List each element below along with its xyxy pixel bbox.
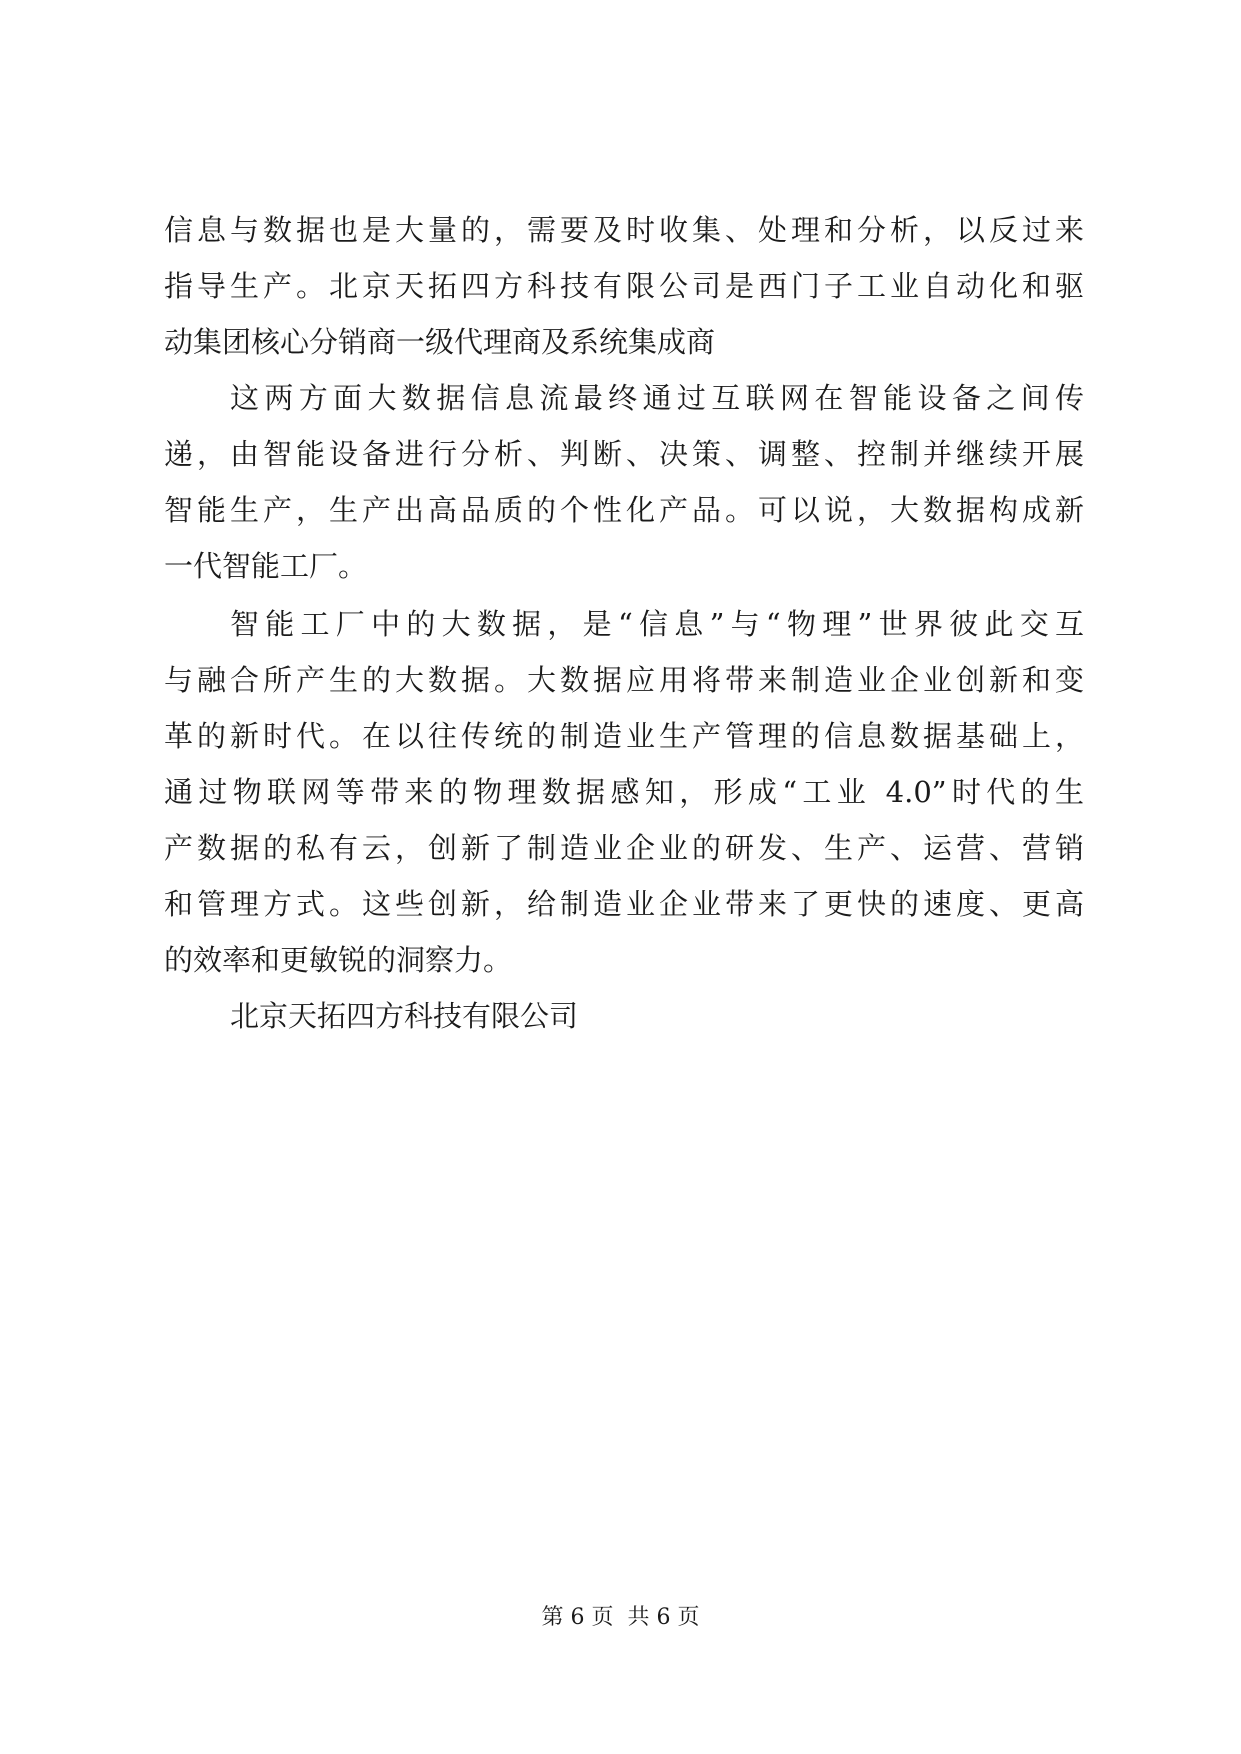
page-number-current: 第 6 页	[541, 1605, 614, 1630]
page-footer	[0, 1603, 1241, 1633]
paragraph-2-line-4: 一代智能工厂。	[164, 549, 368, 583]
paragraph-3-line-7: 的效率和更敏锐的洞察力。	[164, 943, 513, 977]
paragraph-3-line-1: 智能工厂中的大数据，是“信息”与“物理”世界彼此交互	[230, 607, 1084, 641]
paragraph-1-line-3: 动集团核心分销商一级代理商及系统集成商	[164, 325, 716, 359]
paragraph-2-line-1: 这两方面大数据信息流最终通过互联网在智能设备之间传	[230, 381, 1084, 415]
paragraph-1-line-2: 指导生产。北京天拓四方科技有限公司是西门子工业自动化和驱	[164, 269, 1084, 303]
paragraph-3-line-4: 通过物联网等带来的物理数据感知，形成“工业 4.0”时代的生	[164, 775, 1084, 809]
paragraph-1-line-1: 信息与数据也是大量的，需要及时收集、处理和分析，以反过来	[164, 213, 1084, 247]
paragraph-3-line-6: 和管理方式。这些创新，给制造业企业带来了更快的速度、更高	[164, 887, 1084, 921]
paragraph-3-line-3: 革的新时代。在以往传统的制造业生产管理的信息数据基础上，	[164, 719, 1084, 753]
paragraph-3-line-2: 与融合所产生的大数据。大数据应用将带来制造业企业创新和变	[164, 663, 1084, 697]
paragraph-2-line-3: 智能生产，生产出高品质的个性化产品。可以说，大数据构成新	[164, 493, 1084, 527]
paragraph-3-line-5: 产数据的私有云，创新了制造业企业的研发、生产、运营、营销	[164, 831, 1084, 865]
page-number-total: 共 6 页	[627, 1605, 700, 1630]
company-signature-line: 北京天拓四方科技有限公司	[230, 999, 579, 1033]
paragraph-2-line-2: 递，由智能设备进行分析、判断、决策、调整、控制并继续开展	[164, 437, 1084, 471]
